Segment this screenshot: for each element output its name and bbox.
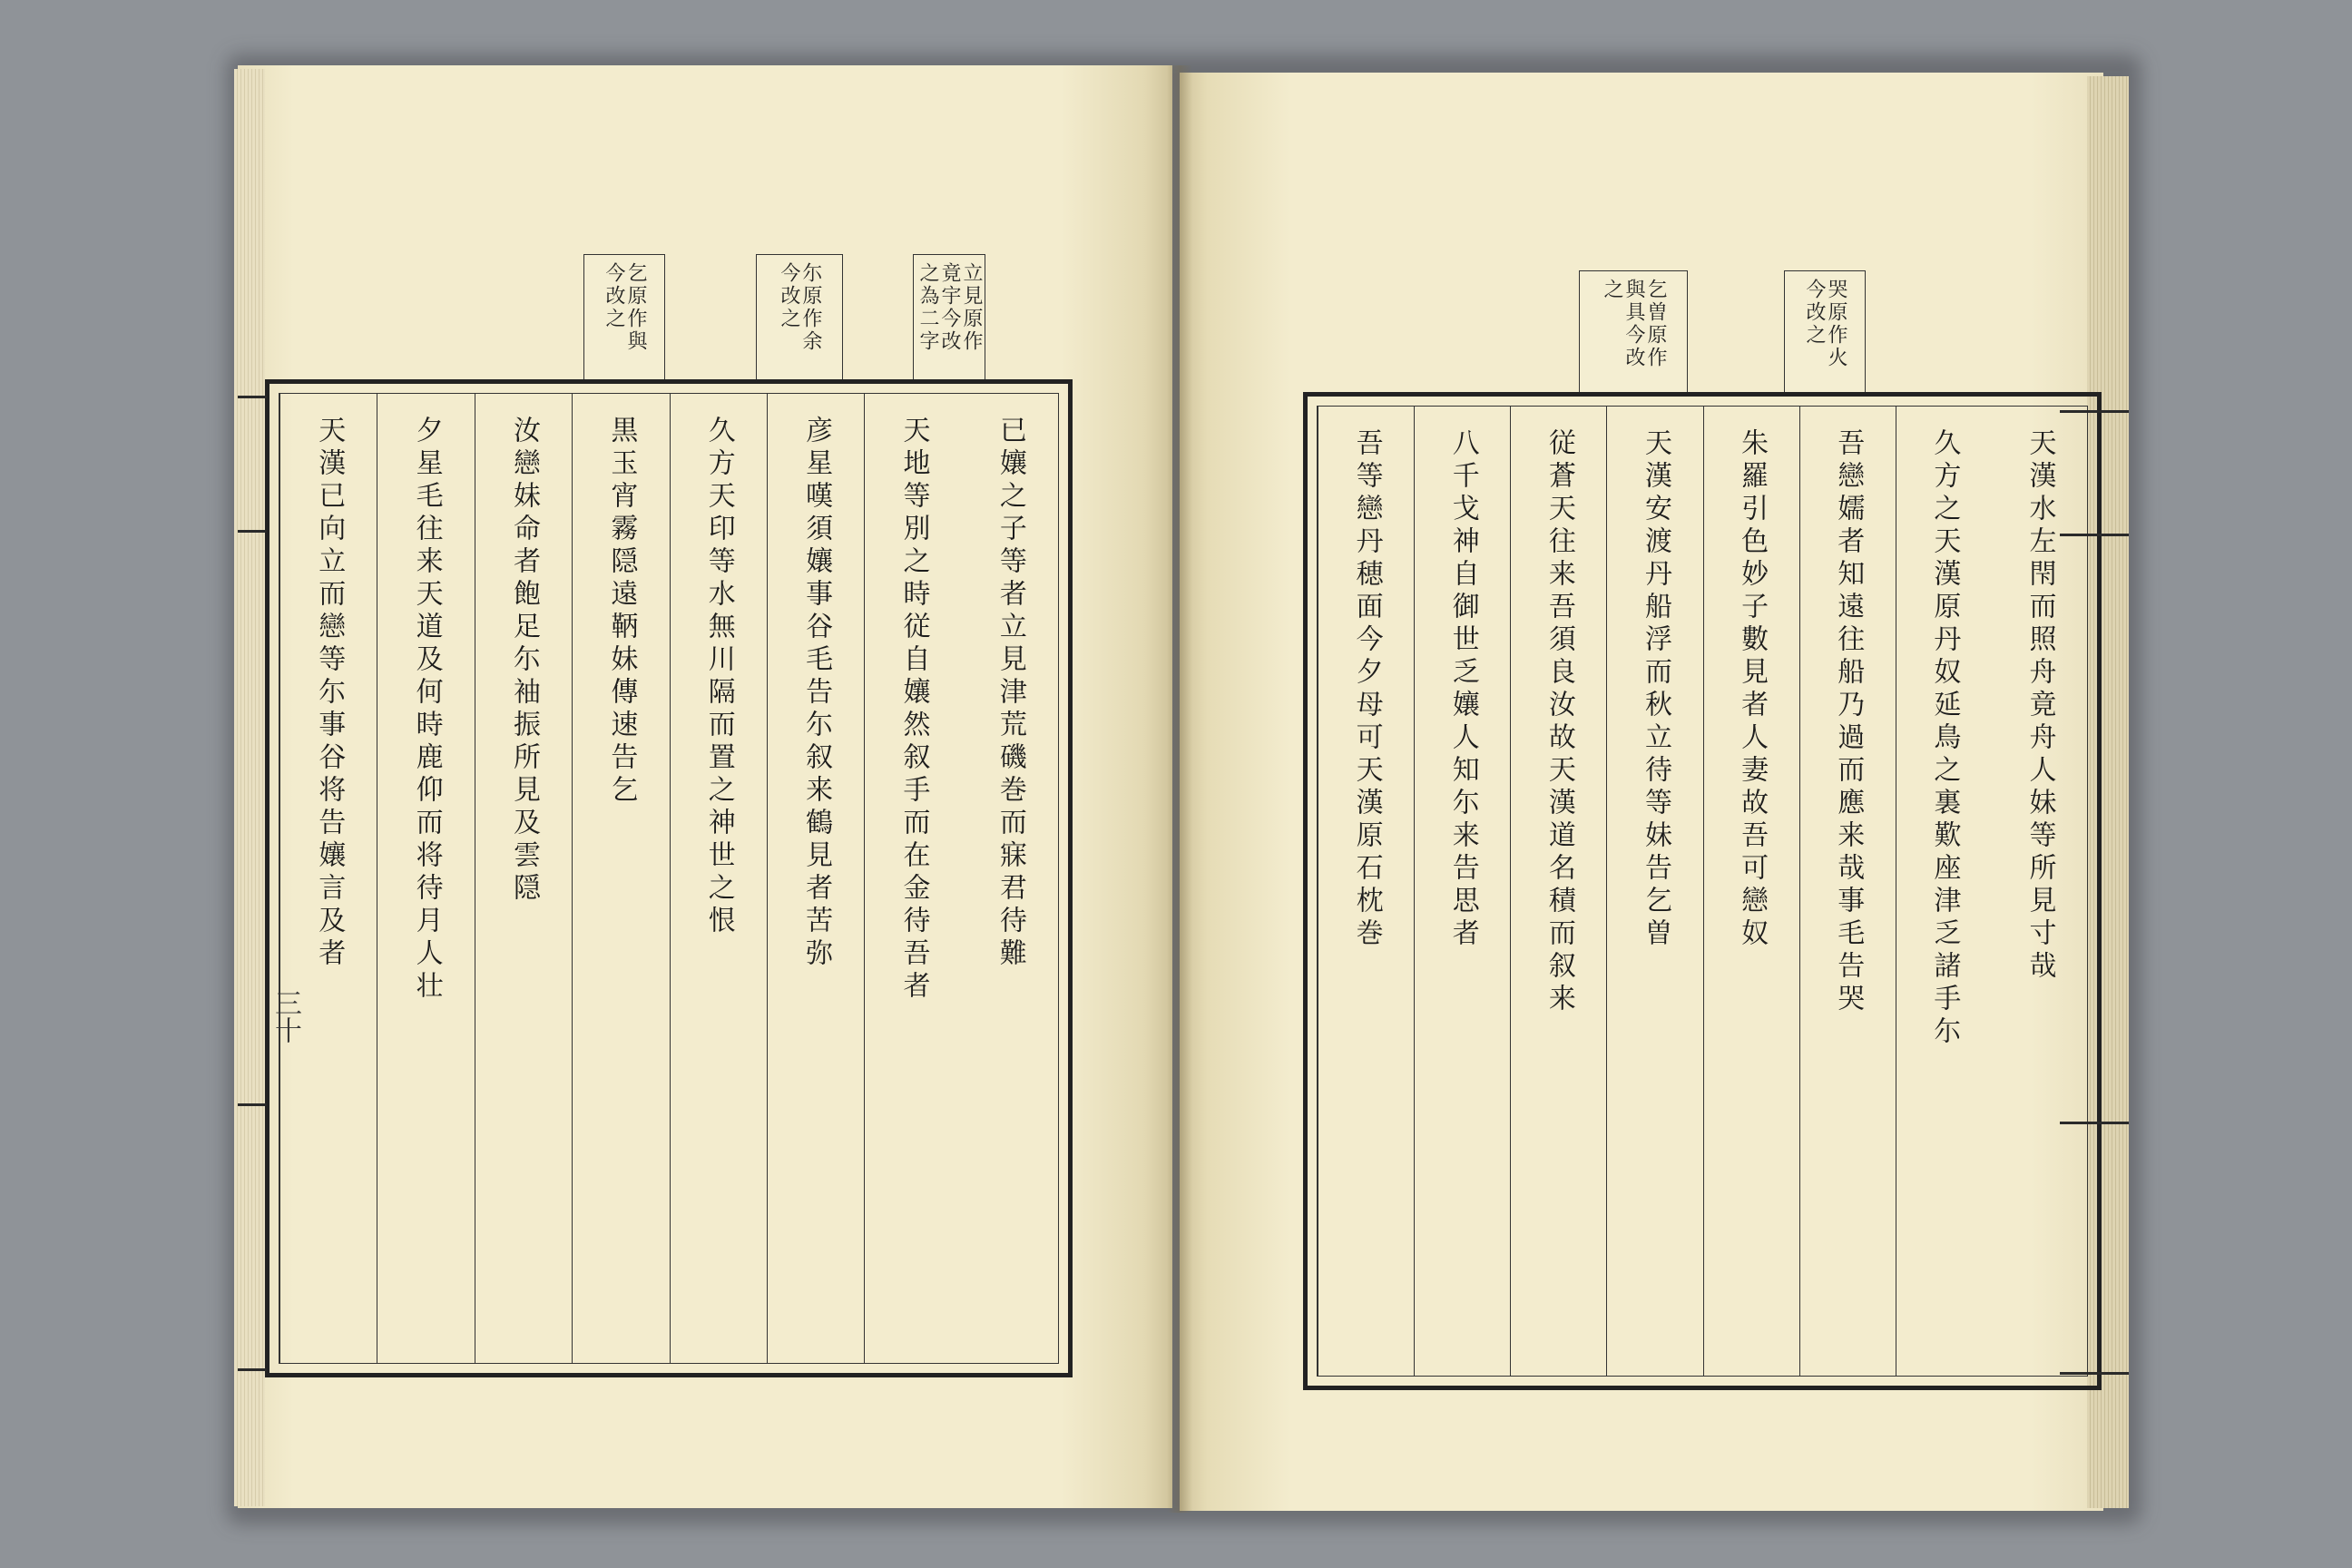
right-column-6 — [1510, 407, 1606, 1376]
left-column-2 — [864, 394, 961, 1363]
right-column-8 — [1318, 407, 1414, 1376]
column-text: 黒玉宵霧隠遠鞆妹傳速告乞 — [605, 416, 638, 808]
column-text: 已孃之子等者立見津荒磯巻而寐君待難 — [994, 416, 1026, 971]
book-gutter — [1167, 65, 1192, 1513]
column-text: 八千戈神自御世乏孃人知尓来告思者 — [1446, 428, 1479, 951]
note-line: 哭原作火 — [1825, 279, 1847, 369]
left-column-5 — [572, 394, 669, 1363]
left-column-4 — [670, 394, 767, 1363]
column-text: 吾戀嬬者知遠往船乃過而應来哉事毛告哭 — [1832, 428, 1865, 1016]
note-line: 之 — [1601, 279, 1623, 301]
left-note-3 — [583, 254, 665, 379]
left-text-grid — [279, 393, 1059, 1364]
left-page-number: 三十 — [270, 989, 301, 1044]
note-line: 今改之 — [778, 262, 800, 330]
note-line: 竟宇今改 — [938, 262, 961, 353]
note-line: 立見原作 — [960, 262, 983, 353]
left-text-frame — [265, 379, 1073, 1377]
left-margin-mark — [238, 530, 267, 533]
column-text: 天漢安渡丹船浮而秋立待等妹告乞曽 — [1639, 428, 1671, 951]
right-column-7 — [1414, 407, 1510, 1376]
right-text-frame — [1303, 392, 2102, 1390]
left-margin-mark — [238, 396, 267, 398]
column-text: 天漢水左閇而照舟竟舟人妹等所見寸哉 — [2024, 428, 2056, 984]
right-margin-mark — [2060, 1122, 2129, 1124]
right-column-2 — [1896, 407, 1992, 1376]
note-line: 今改之 — [1803, 279, 1826, 347]
right-note-2 — [1579, 270, 1688, 392]
column-text: 朱羅引色妙子數見者人妻故吾可戀奴 — [1736, 428, 1769, 951]
left-column-3 — [767, 394, 864, 1363]
left-column-1 — [962, 394, 1058, 1363]
left-note-2 — [756, 254, 843, 379]
column-text: 天地等別之時従自孃然叙手而在金待吾者 — [897, 416, 930, 1004]
left-column-6 — [475, 394, 572, 1363]
right-text-grid — [1317, 406, 2088, 1377]
right-column-5 — [1606, 407, 1702, 1376]
left-margin-mark — [238, 1103, 267, 1106]
column-text: 久方之天漢原丹奴延鳥之裏歎座津乏諸手尓 — [1928, 428, 1961, 1049]
right-margin-mark — [2060, 410, 2129, 413]
right-column-1 — [1992, 407, 2087, 1376]
column-text: 夕星毛往来天道及何時鹿仰而将待月人壮 — [410, 416, 443, 1004]
column-text: 吾等戀丹穂面今夕母可天漢原石枕巻 — [1350, 428, 1383, 951]
column-text: 久方天印等水無川隔而置之神世之恨 — [702, 416, 735, 938]
right-column-3 — [1799, 407, 1896, 1376]
note-line: 之為二字 — [916, 262, 939, 353]
left-column-8 — [279, 394, 377, 1363]
note-line: 乞原作與 — [624, 262, 647, 353]
right-column-4 — [1703, 407, 1799, 1376]
right-note-1 — [1784, 270, 1866, 392]
note-line: 乞曽原作 — [1644, 279, 1667, 369]
note-line: 與具今改 — [1622, 279, 1645, 369]
right-margin-mark — [2060, 534, 2129, 536]
left-page-edges — [234, 69, 265, 1506]
note-line: 今改之 — [603, 262, 625, 330]
left-column-7 — [377, 394, 474, 1363]
column-text: 彦星嘆須孃事谷毛告尓叙来鶴見者苦弥 — [800, 416, 833, 971]
right-margin-mark — [2060, 1372, 2129, 1375]
column-text: 天漢已向立而戀等尓事谷将告孃言及者 — [313, 416, 346, 971]
note-line: 尓原作余 — [799, 262, 822, 353]
column-text: 従蒼天往来吾須良汝故天漢道名積而叙来 — [1543, 428, 1575, 1016]
left-margin-mark — [238, 1368, 267, 1371]
left-note-1 — [913, 254, 985, 379]
column-text: 汝戀妹命者飽足尓袖振所見及雲隠 — [507, 416, 540, 906]
